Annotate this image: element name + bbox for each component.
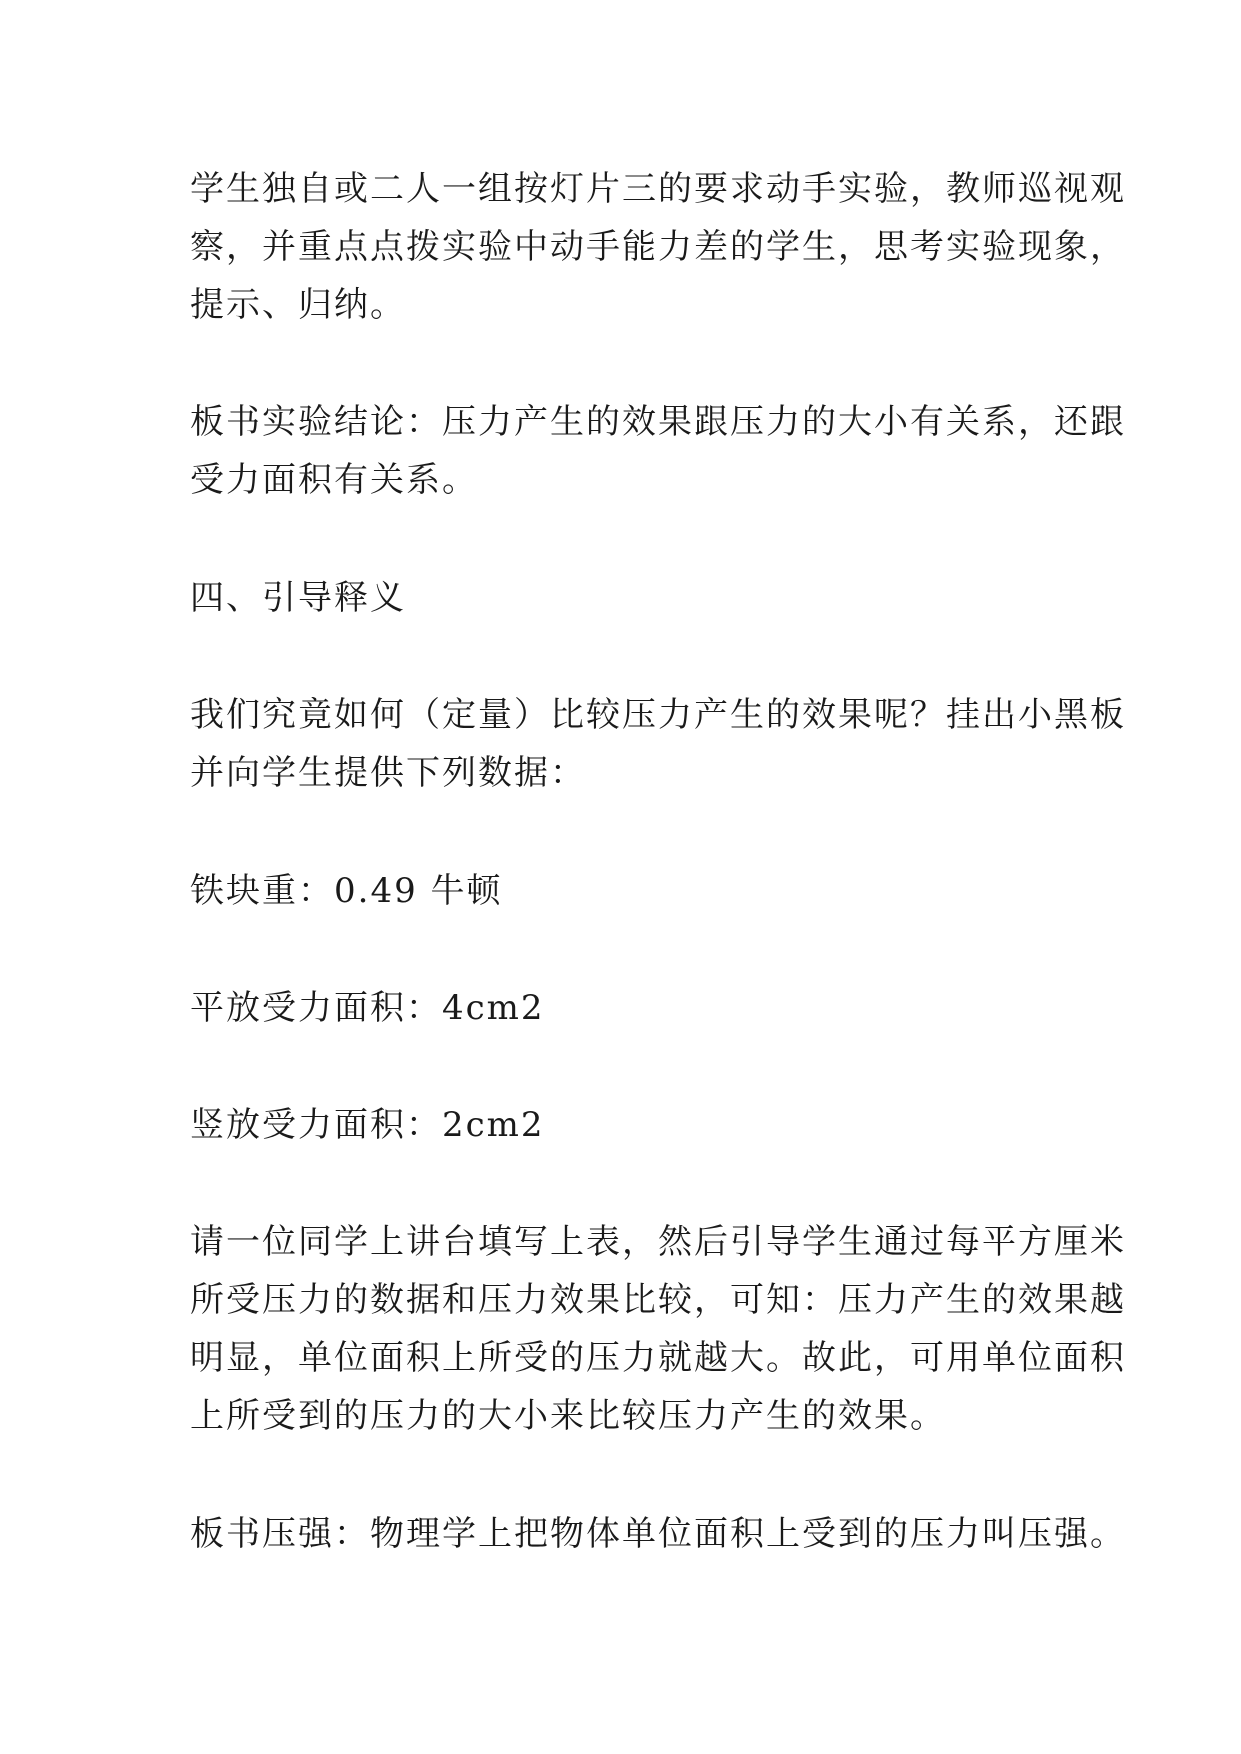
paragraph-pressure-comparison (190, 1213, 1126, 1445)
text-line: 明显，单位面积上所受的压力就越大。故此，可用单位面积 (190, 1338, 1126, 1378)
text-line: 平放受力面积：4cm2 (190, 988, 545, 1028)
text-line: 铁块重：0.49 牛顿 (190, 871, 503, 911)
data-flat-contact-area (190, 979, 1090, 1037)
text-line: 我们究竟如何（定量）比较压力产生的效果呢？挂出小黑板 (190, 695, 1126, 735)
text-line: 请一位同学上讲台填写上表，然后引导学生通过每平方厘米 (190, 1222, 1126, 1262)
text-line: 所受压力的数据和压力效果比较，可知：压力产生的效果越 (190, 1280, 1126, 1320)
text-line: 板书实验结论：压力产生的效果跟压力的大小有关系，还跟 (190, 402, 1126, 442)
text-line: 四、引导释义 (190, 578, 406, 618)
text-line: 受力面积有关系。 (190, 460, 478, 500)
data-upright-contact-area (190, 1096, 1090, 1154)
paragraph-pressure-definition (190, 1505, 1126, 1563)
text-line: 板书压强：物理学上把物体单位面积上受到的压力叫压强。 (190, 1514, 1126, 1554)
paragraph-experiment-procedure (190, 160, 1126, 334)
text-line: 提示、归纳。 (190, 285, 406, 325)
paragraph-experiment-conclusion (190, 393, 1126, 509)
text-line: 竖放受力面积：2cm2 (190, 1105, 545, 1145)
text-line: 学生独自或二人一组按灯片三的要求动手实验，教师巡视观 (190, 169, 1126, 209)
text-line: 上所受到的压力的大小来比较压力产生的效果。 (190, 1396, 946, 1436)
text-line: 并向学生提供下列数据： (190, 753, 586, 793)
data-iron-block-weight (190, 862, 1090, 920)
section-heading-guided-explanation (190, 569, 1090, 627)
paragraph-quantitative-question (190, 686, 1126, 802)
text-line: 察，并重点点拨实验中动手能力差的学生，思考实验现象， (190, 227, 1126, 267)
